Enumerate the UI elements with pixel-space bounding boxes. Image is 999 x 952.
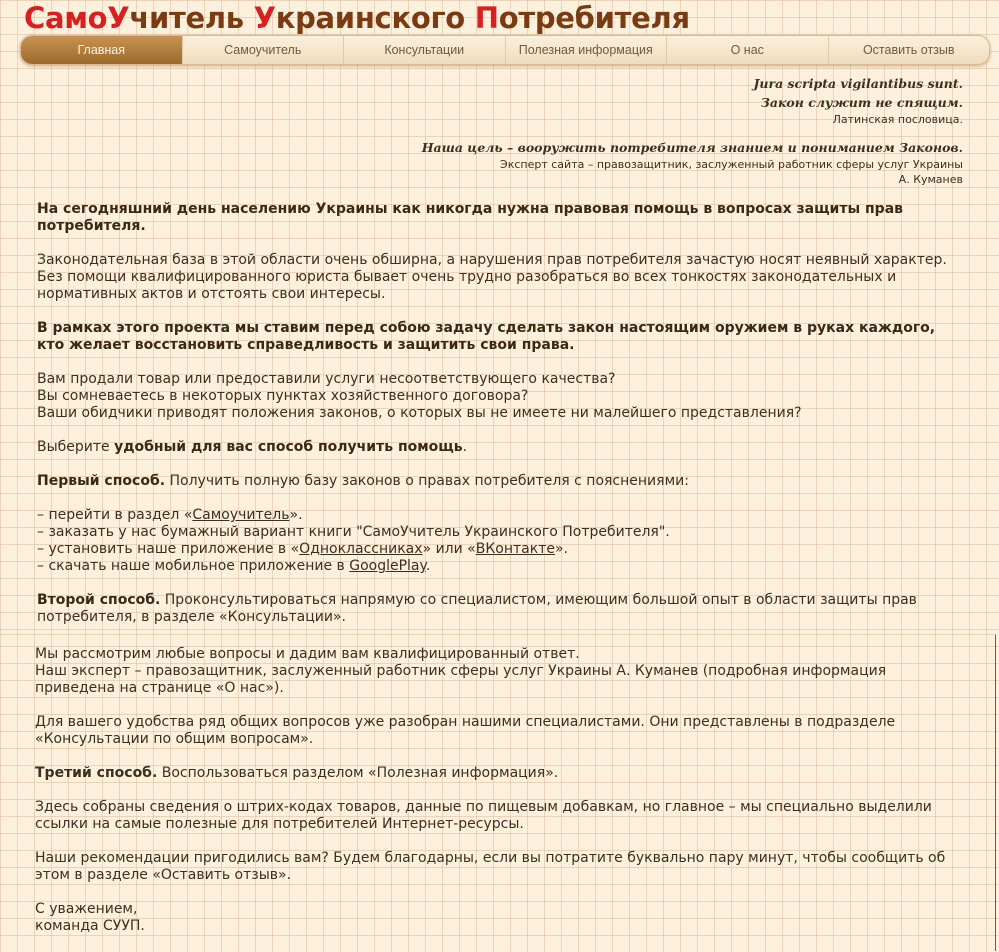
second-way-label: Второй способ.: [37, 592, 161, 608]
list-item: – перейти в раздел «: [37, 507, 193, 523]
team-text: команда СУУП.: [35, 918, 145, 934]
third-way-text: Воспользоваться разделом «Полезная информация».: [157, 765, 559, 781]
second-way-text: Проконсультироваться напрямую со специалистом, имеющим большой опыт в области защиты прав потребителя, в разделе «Консультации».: [37, 592, 917, 625]
legal-base-paragraph: Законодательная база в этой области очень обширна, а нарушения прав потребителя зачастую носят неявный характер. Без помощи квалифицированного юриста бывает очень трудно разобраться во всех тонкостях законодательных и нормативных актов и отстоять свои интересы.: [37, 252, 947, 302]
quote-source: Латинская пословица.: [832, 113, 963, 126]
list-item: ».: [289, 507, 303, 523]
nav-item-tutorial[interactable]: Самоучитель: [183, 36, 345, 64]
third-way: [35, 765, 965, 782]
list-item: – заказать у нас бумажный вариант книги "СамоУчитель Украинского Потребителя".: [37, 524, 670, 540]
site-logo[interactable]: [24, 0, 690, 36]
logo-part: Само: [24, 1, 108, 35]
choose-text: Выберите: [37, 439, 115, 455]
main-content: [37, 201, 967, 643]
logo-part: читель: [129, 1, 254, 35]
latin-quote: Jura scripta vigilantibus sunt.: [753, 76, 963, 91]
choose-bold: удобный для вас способ получить помощь: [114, 439, 463, 455]
logo-part: У: [253, 1, 276, 35]
logo-part: отребителя: [498, 1, 690, 35]
expert-name: А. Куманев: [898, 173, 963, 186]
expert-title: Эксперт сайта – правозащитник, заслуженный работник сферы услуг Украины: [500, 158, 963, 171]
question: Вы сомневаетесь в некоторых пунктах хозяйственного договора?: [37, 388, 529, 404]
link-vkontakte[interactable]: ВКонтакте: [475, 541, 555, 557]
logo-part: П: [474, 1, 499, 35]
feedback-paragraph: Наши рекомендации пригодились вам? Будем благодарны, если вы потратите буквально пару минут, чтобы сообщить об этом в разделе «Оставить отзыв».: [35, 850, 946, 883]
first-way-text: Получить полную базу законов о правах потребителя с пояснениями:: [165, 473, 689, 489]
logo-part: У: [107, 1, 130, 35]
link-odnoklassniki[interactable]: Одноклассниках: [299, 541, 423, 557]
question: Ваши обидчики приводят положения законов, о которых вы не имеете ни малейшего представления?: [37, 405, 802, 421]
list-item: – скачать наше мобильное приложение в: [37, 558, 350, 574]
nav-item-consultations[interactable]: Консультации: [344, 36, 506, 64]
second-way: [37, 592, 967, 626]
link-tutorial[interactable]: Самоучитель: [192, 507, 290, 523]
first-way-label: Первый способ.: [37, 473, 166, 489]
regards-text: С уважением,: [35, 901, 138, 917]
nav-item-useful-info[interactable]: Полезная информация: [506, 36, 668, 64]
epigraph: [422, 74, 963, 187]
main-content-continued: [35, 646, 965, 952]
site-goal: Наша цель – вооружить потребителя знанием и пониманием Законов.: [421, 140, 963, 155]
third-way-label: Третий способ.: [35, 765, 158, 781]
choose-paragraph: [37, 439, 967, 456]
consult-paragraph: [35, 646, 965, 697]
nav-item-home[interactable]: Главная: [21, 36, 183, 64]
collected-paragraph: Здесь собраны сведения о штрих-кодах товаров, данные по пищевым добавкам, но главное – мы специально выделили ссылки на самые полезные для потребителей Интернет-ресурсы.: [35, 799, 932, 832]
quote-translation: Закон служит не спящим.: [760, 95, 963, 110]
questions-block: [37, 371, 967, 422]
list-item: ».: [554, 541, 568, 557]
list-item: » или «: [422, 541, 476, 557]
logo-part: краинского: [275, 1, 475, 35]
list-item: – установить наше приложение в «: [37, 541, 300, 557]
nav-item-about[interactable]: О нас: [667, 36, 829, 64]
project-statement: В рамках этого проекта мы ставим перед собою задачу сделать закон настоящим оружием в руках каждого, кто желает восстановить справедливость и защитить свои права.: [37, 320, 936, 353]
expert-text: Наш эксперт – правозащитник, заслуженный работник сферы услуг Украины А. Куманев (подробная информация приведена на странице «О нас»).: [35, 663, 887, 696]
intro-heading: На сегодняшний день населению Украины как никогда нужна правовая помощь в вопросах защиты прав потребителя.: [37, 201, 904, 234]
link-googleplay[interactable]: GooglePlay: [349, 558, 426, 574]
nav-item-feedback[interactable]: Оставить отзыв: [862, 43, 955, 57]
question: Вам продали товар или предоставили услуги несоответствующего качества?: [37, 371, 616, 387]
main-nav: [20, 35, 990, 65]
choose-text: .: [462, 439, 468, 455]
signature: [35, 901, 965, 935]
first-way: [37, 473, 967, 490]
first-way-list: [37, 507, 967, 575]
convenience-paragraph: Для вашего удобства ряд общих вопросов уже разобран нашими специалистами. Они представлены в подразделе «Консультации по общим вопросам».: [35, 714, 896, 747]
list-item: .: [425, 558, 431, 574]
consider-text: Мы рассмотрим любые вопросы и дадим вам квалифицированный ответ.: [35, 646, 580, 662]
